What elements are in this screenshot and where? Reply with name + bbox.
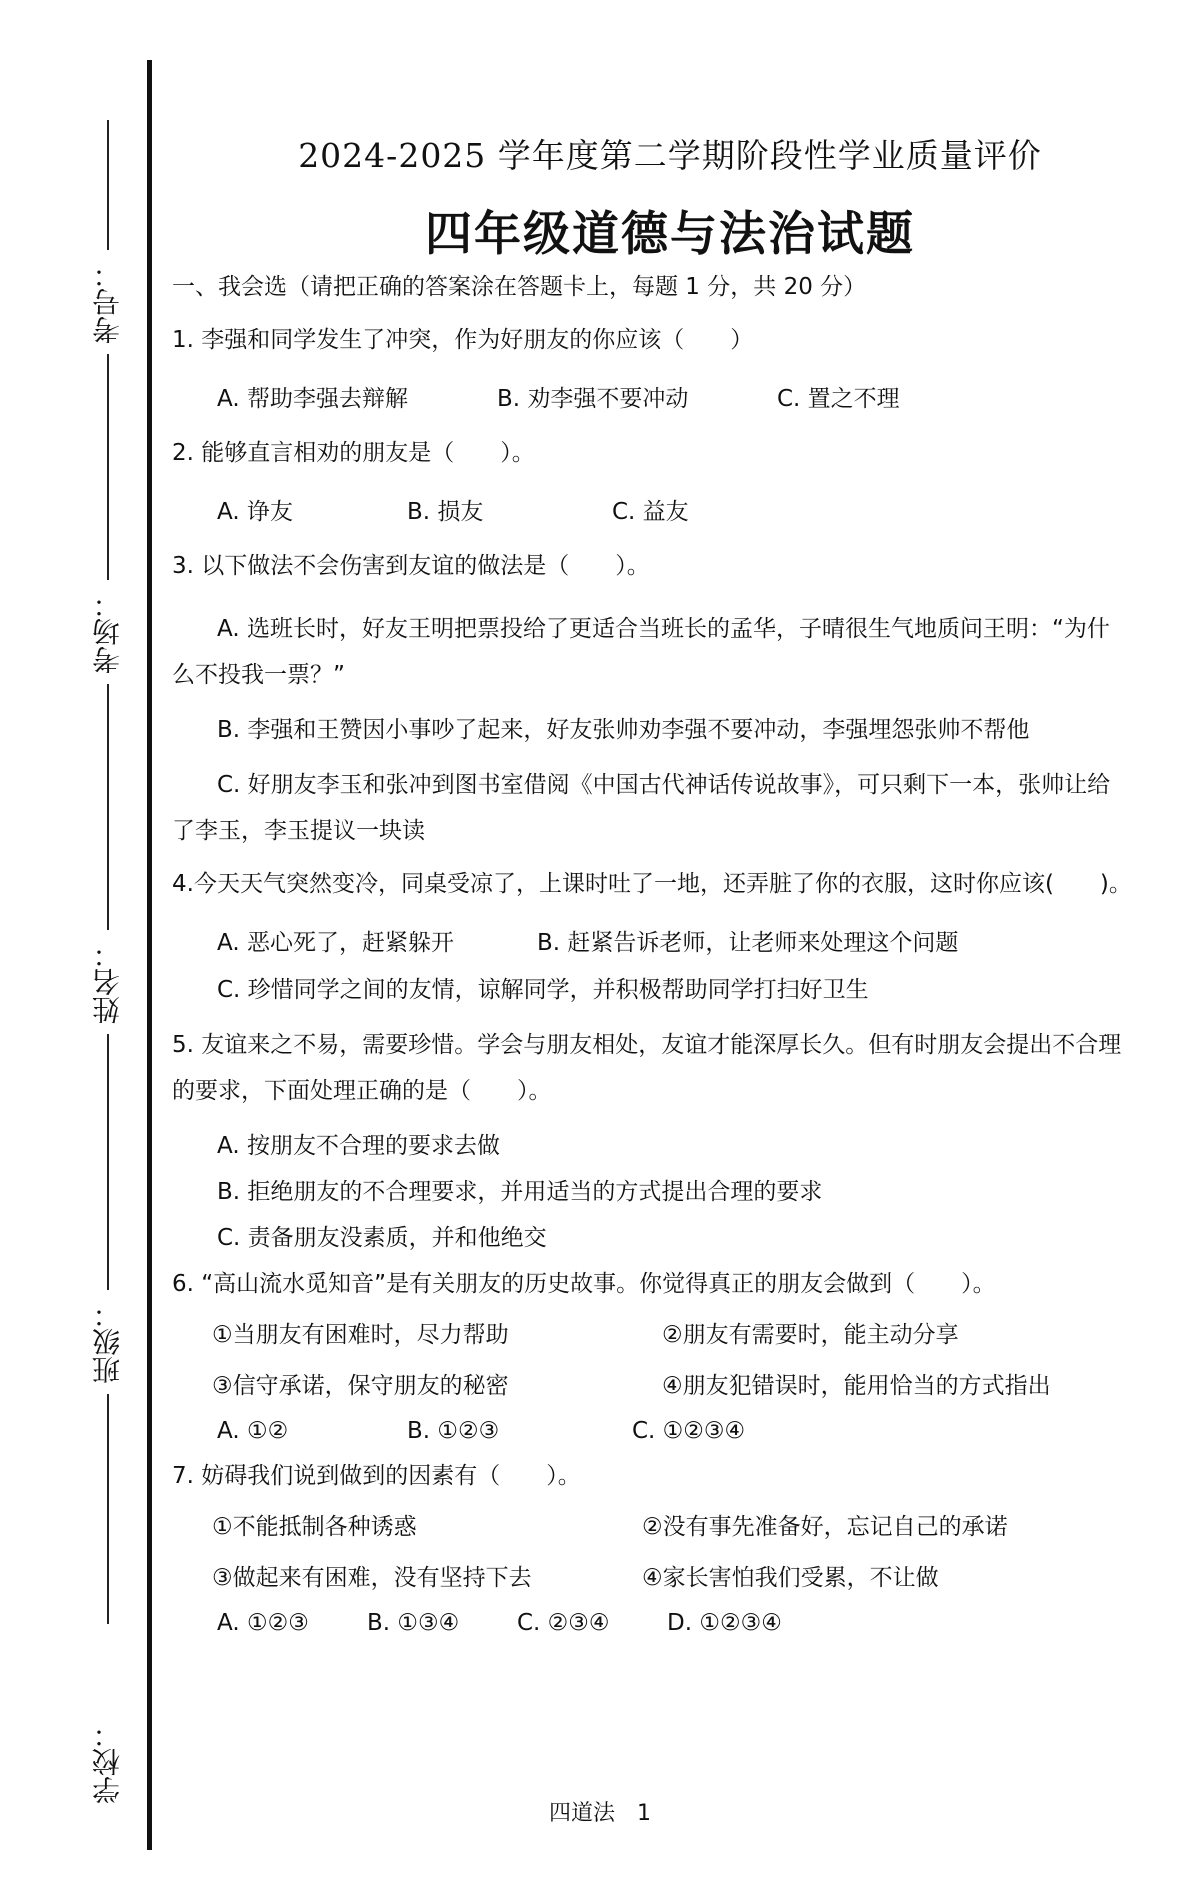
option: A. 诤友 xyxy=(217,499,293,525)
statement-row xyxy=(172,1559,1130,1592)
statement: ②没有事先准备好，忘记自己的承诺 xyxy=(642,1514,1008,1540)
option: B. 赶紧告诉老师，让老师来处理这个问题 xyxy=(537,930,959,956)
page-footer: 四道法 1 xyxy=(549,1801,651,1826)
option: A. 按朋友不合理的要求去做 xyxy=(217,1133,500,1159)
option: A. ①②③ xyxy=(217,1610,309,1636)
option: B. ①②③ xyxy=(407,1418,500,1444)
blank-line xyxy=(107,1200,109,1290)
option: C. 好朋友李玉和张冲到图书室借阅《中国古代神话传说故事》，可只剩下一本，张帅让给了李玉，李玉提议一块读 xyxy=(172,772,1111,844)
binding-field-name xyxy=(78,830,138,1204)
binding-label-class: 班级： xyxy=(91,1300,124,1384)
option: C. 责备朋友没素质，并和他绝交 xyxy=(217,1225,547,1251)
statement: ①当朋友有困难时，尽力帮助 xyxy=(212,1322,509,1348)
option-row xyxy=(172,493,1130,526)
option: A. 恶心死了，赶紧躲开 xyxy=(217,930,454,956)
option: A. ①② xyxy=(217,1418,289,1444)
question-stem: 1. 李强和同学发生了冲突，作为好朋友的你应该（ ） xyxy=(172,327,754,353)
option: B. 损友 xyxy=(407,499,484,525)
option-row xyxy=(172,1610,1130,1636)
option: C. 益友 xyxy=(612,499,689,525)
option: C. ①②③④ xyxy=(632,1418,746,1444)
option: B. ①③④ xyxy=(367,1610,460,1636)
question-stem: 4.今天天气突然变冷，同桌受凉了，上课时吐了一地，还弄脏了你的衣服，这时你应该( )。 xyxy=(172,871,1132,897)
blank-line xyxy=(107,1034,109,1204)
option-row xyxy=(172,924,1130,957)
blank-line xyxy=(107,684,109,844)
question-stem: 3. 以下做法不会伤害到友谊的做法是（ ）。 xyxy=(172,553,650,579)
option: A. 帮助李强去辩解 xyxy=(217,386,408,412)
blank-line xyxy=(107,420,109,580)
statement-row xyxy=(172,1367,1130,1400)
binding-label-exam-room: 考场： xyxy=(91,590,124,674)
question-stem: 5. 友谊来之不易，需要珍惜。学会与朋友相处，友谊才能深厚长久。但有时朋友会提出不合理的要求，下面处理正确的是（ ）。 xyxy=(172,1032,1122,1104)
question-stem: 7. 妨碍我们说到做到的因素有（ ）。 xyxy=(172,1463,581,1489)
exam-header xyxy=(180,130,1160,264)
statement: ④家长害怕我们受累，不让做 xyxy=(642,1565,939,1591)
binding-label-exam-number: 考号： xyxy=(91,260,124,344)
option-row xyxy=(172,1418,1130,1444)
statement: ③信守承诺，保守朋友的秘密 xyxy=(212,1373,509,1399)
binding-field-class xyxy=(78,1200,138,1624)
question-stem: 6. “高山流水觅知音”是有关朋友的历史故事。你觉得真正的朋友会做到（ ）。 xyxy=(172,1271,996,1297)
option: B. 劝李强不要冲动 xyxy=(497,386,689,412)
binding-label-name: 姓名： xyxy=(91,940,124,1024)
exam-term-title: 2024-2025 学年度第二学期阶段性学业质量评价 xyxy=(298,136,1042,175)
binding-line xyxy=(147,60,152,1850)
blank-line xyxy=(107,830,109,930)
statement-row xyxy=(172,1508,1130,1541)
option: C. 置之不理 xyxy=(777,386,900,412)
exam-subject-title: 四年级道德与法治试题 xyxy=(425,207,915,262)
binding-label-school: 学校： xyxy=(91,1720,124,1804)
statement: ④朋友犯错误时，能用恰当的方式指出 xyxy=(662,1373,1051,1399)
option: C. ②③④ xyxy=(517,1610,610,1636)
section-heading: 一、我会选（请把正确的答案涂在答题卡上，每题 1 分，共 20 分） xyxy=(172,274,867,300)
exam-content xyxy=(172,273,1130,1636)
option: B. 拒绝朋友的不合理要求，并用适当的方式提出合理的要求 xyxy=(217,1179,823,1205)
statement: ②朋友有需要时，能主动分享 xyxy=(662,1322,959,1348)
question-stem: 2. 能够直言相劝的朋友是（ ）。 xyxy=(172,440,535,466)
blank-line xyxy=(107,1394,109,1624)
option: D. ①②③④ xyxy=(667,1610,782,1636)
blank-line xyxy=(107,120,109,250)
statement-row xyxy=(172,1316,1130,1349)
statement: ③做起来有困难，没有坚持下去 xyxy=(212,1565,532,1591)
option: A. 选班长时，好友王明把票投给了更适合当班长的孟华，子晴很生气地质问王明：“为什么不投我一票？” xyxy=(172,616,1110,688)
option: C. 珍惜同学之间的友情，谅解同学，并积极帮助同学打扫好卫生 xyxy=(217,977,869,1003)
option: B. 李强和王赞因小事吵了起来，好友张帅劝李强不要冲动，李强埋怨张帅不帮他 xyxy=(217,717,1030,743)
binding-field-exam-room xyxy=(78,420,138,844)
statement: ①不能抵制各种诱惑 xyxy=(212,1514,417,1540)
option-row xyxy=(172,380,1130,413)
